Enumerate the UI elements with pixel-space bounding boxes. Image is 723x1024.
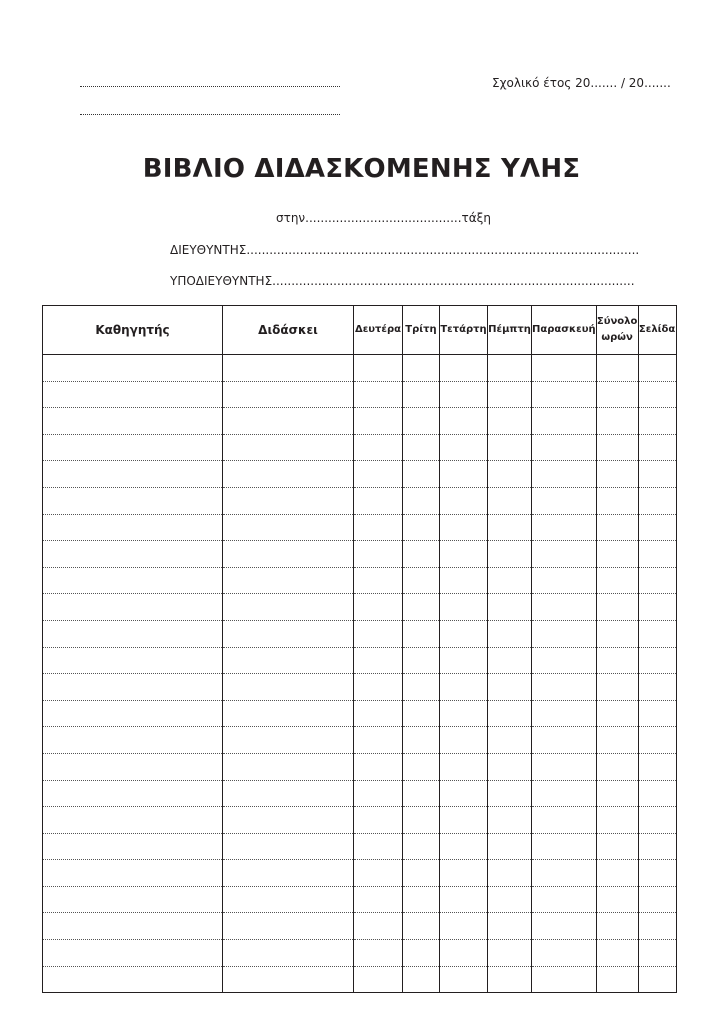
- table-cell: [43, 753, 223, 780]
- table-cell: [403, 966, 440, 993]
- table-cell: [354, 594, 403, 621]
- table-cell: [440, 674, 488, 701]
- table-cell: [532, 355, 597, 382]
- table-cell: [532, 700, 597, 727]
- class-field: στην.........................................τάξη: [276, 211, 491, 225]
- table-cell: [488, 541, 532, 568]
- table-cell: [440, 620, 488, 647]
- table-cell: [532, 674, 597, 701]
- table-row: [43, 408, 677, 435]
- table-cell: [596, 594, 638, 621]
- table-cell: [354, 860, 403, 887]
- table-row: [43, 514, 677, 541]
- table-cell: [638, 355, 676, 382]
- table-cell: [223, 966, 354, 993]
- table-row: [43, 807, 677, 834]
- table-cell: [532, 913, 597, 940]
- table-cell: [532, 487, 597, 514]
- table-cell: [596, 514, 638, 541]
- column-header-teacher: Καθηγητής: [43, 306, 223, 355]
- table-row: [43, 674, 677, 701]
- table-cell: [43, 620, 223, 647]
- table-cell: [596, 886, 638, 913]
- table-cell: [43, 514, 223, 541]
- table-cell: [638, 913, 676, 940]
- table-cell: [488, 647, 532, 674]
- table-cell: [403, 434, 440, 461]
- table-cell: [403, 913, 440, 940]
- table-cell: [532, 567, 597, 594]
- table-cell: [354, 780, 403, 807]
- table-cell: [440, 647, 488, 674]
- table-cell: [638, 940, 676, 967]
- table-cell: [354, 541, 403, 568]
- table-cell: [488, 860, 532, 887]
- table-cell: [596, 620, 638, 647]
- table-cell: [596, 408, 638, 435]
- table-cell: [403, 727, 440, 754]
- column-header-friday: Παρασκευή: [532, 306, 597, 355]
- table-cell: [488, 594, 532, 621]
- table-cell: [403, 487, 440, 514]
- table-cell: [532, 381, 597, 408]
- table-cell: [596, 381, 638, 408]
- subdirector-field: ΥΠΟΔΙΕΥΘΥΝΤΗΣ...............................................................................................: [170, 274, 635, 288]
- table-cell: [532, 833, 597, 860]
- table-cell: [403, 647, 440, 674]
- table-cell: [440, 434, 488, 461]
- table-cell: [43, 541, 223, 568]
- table-cell: [596, 780, 638, 807]
- table-cell: [403, 807, 440, 834]
- table-cell: [532, 966, 597, 993]
- table-cell: [532, 514, 597, 541]
- table-cell: [440, 727, 488, 754]
- table-cell: [403, 833, 440, 860]
- table-cell: [532, 594, 597, 621]
- column-header-teaches: Διδάσκει: [223, 306, 354, 355]
- table-cell: [440, 541, 488, 568]
- table-cell: [596, 700, 638, 727]
- table-cell: [488, 807, 532, 834]
- table-cell: [223, 647, 354, 674]
- table-cell: [596, 567, 638, 594]
- table-cell: [354, 647, 403, 674]
- column-header-thursday: Πέμπτη: [488, 306, 532, 355]
- table-cell: [403, 780, 440, 807]
- column-header-tuesday: Τρίτη: [403, 306, 440, 355]
- table-row: [43, 594, 677, 621]
- table-cell: [532, 780, 597, 807]
- table-cell: [354, 940, 403, 967]
- table-cell: [532, 461, 597, 488]
- table-cell: [596, 913, 638, 940]
- table-cell: [440, 860, 488, 887]
- table-cell: [638, 514, 676, 541]
- table-cell: [403, 753, 440, 780]
- table-cell: [440, 355, 488, 382]
- table-cell: [354, 913, 403, 940]
- table-cell: [532, 940, 597, 967]
- table-cell: [638, 780, 676, 807]
- table-cell: [638, 833, 676, 860]
- table-cell: [488, 886, 532, 913]
- table-cell: [223, 461, 354, 488]
- table-cell: [638, 886, 676, 913]
- table-cell: [638, 620, 676, 647]
- table-row: [43, 727, 677, 754]
- table-cell: [638, 434, 676, 461]
- table-row: [43, 567, 677, 594]
- table-cell: [43, 381, 223, 408]
- table-row: [43, 541, 677, 568]
- table-cell: [596, 807, 638, 834]
- table-row: [43, 700, 677, 727]
- table-cell: [440, 381, 488, 408]
- table-row: [43, 886, 677, 913]
- table-cell: [223, 833, 354, 860]
- table-cell: [403, 940, 440, 967]
- table-cell: [638, 966, 676, 993]
- table-cell: [354, 408, 403, 435]
- table-cell: [532, 541, 597, 568]
- table-row: [43, 355, 677, 382]
- table-cell: [223, 355, 354, 382]
- table-cell: [596, 541, 638, 568]
- table-cell: [43, 807, 223, 834]
- table-cell: [532, 860, 597, 887]
- table-row: [43, 780, 677, 807]
- table-cell: [440, 833, 488, 860]
- table-cell: [403, 355, 440, 382]
- table-cell: [488, 940, 532, 967]
- table-cell: [223, 567, 354, 594]
- table-cell: [596, 860, 638, 887]
- table-cell: [403, 674, 440, 701]
- table-cell: [43, 833, 223, 860]
- table-cell: [403, 514, 440, 541]
- table-cell: [532, 434, 597, 461]
- school-year: Σχολικό έτος 20....... / 20.......: [492, 76, 671, 90]
- table-row: [43, 753, 677, 780]
- table-row: [43, 860, 677, 887]
- table-cell: [488, 620, 532, 647]
- table-cell: [440, 408, 488, 435]
- table-cell: [638, 461, 676, 488]
- table-cell: [223, 700, 354, 727]
- table-cell: [223, 807, 354, 834]
- table-row: [43, 487, 677, 514]
- table-cell: [596, 434, 638, 461]
- table-cell: [596, 355, 638, 382]
- table-row: [43, 620, 677, 647]
- table-cell: [638, 700, 676, 727]
- table-cell: [638, 594, 676, 621]
- table-row: [43, 913, 677, 940]
- table-cell: [488, 753, 532, 780]
- signature-line-2: [80, 114, 340, 115]
- table-cell: [43, 913, 223, 940]
- table-cell: [354, 620, 403, 647]
- teaching-record-table: [42, 305, 677, 993]
- table-cell: [488, 461, 532, 488]
- table-cell: [596, 647, 638, 674]
- page-title: ΒΙΒΛΙΟ ΔΙΔΑΣΚΟΜΕΝΗΣ ΥΛΗΣ: [142, 154, 581, 184]
- table-cell: [440, 753, 488, 780]
- table-cell: [223, 408, 354, 435]
- table-cell: [596, 833, 638, 860]
- table-cell: [43, 727, 223, 754]
- table-cell: [488, 700, 532, 727]
- table-cell: [43, 780, 223, 807]
- table-cell: [354, 674, 403, 701]
- table-cell: [403, 461, 440, 488]
- table-cell: [223, 514, 354, 541]
- table-cell: [488, 487, 532, 514]
- table-cell: [223, 620, 354, 647]
- table-cell: [403, 700, 440, 727]
- table-cell: [43, 594, 223, 621]
- table-cell: [354, 807, 403, 834]
- table-cell: [403, 541, 440, 568]
- table-cell: [354, 487, 403, 514]
- table-cell: [354, 434, 403, 461]
- table-cell: [488, 833, 532, 860]
- table-row: [43, 434, 677, 461]
- table-cell: [440, 940, 488, 967]
- table-row: [43, 833, 677, 860]
- table-cell: [440, 700, 488, 727]
- table-cell: [638, 807, 676, 834]
- table-cell: [638, 727, 676, 754]
- table-row: [43, 966, 677, 993]
- table-cell: [403, 620, 440, 647]
- table-row: [43, 461, 677, 488]
- table-cell: [488, 913, 532, 940]
- table-cell: [223, 434, 354, 461]
- table-cell: [488, 966, 532, 993]
- table-cell: [223, 886, 354, 913]
- table-cell: [488, 727, 532, 754]
- column-header-total-hours: Σύνολο ωρών: [596, 306, 638, 355]
- table-cell: [403, 567, 440, 594]
- signature-line-1: [80, 86, 340, 87]
- director-field: ΔΙΕΥΘΥΝΤΗΣ.......................................................................................................: [170, 243, 640, 257]
- table-cell: [354, 886, 403, 913]
- table-cell: [223, 940, 354, 967]
- table-cell: [43, 966, 223, 993]
- table-cell: [354, 700, 403, 727]
- table-cell: [596, 461, 638, 488]
- table-cell: [596, 940, 638, 967]
- table-cell: [440, 913, 488, 940]
- table-header-row: [43, 306, 677, 355]
- table-cell: [532, 886, 597, 913]
- table-cell: [43, 434, 223, 461]
- table-cell: [638, 753, 676, 780]
- table-cell: [440, 594, 488, 621]
- table-cell: [488, 355, 532, 382]
- table-cell: [223, 727, 354, 754]
- table-cell: [43, 355, 223, 382]
- table-cell: [223, 541, 354, 568]
- table-cell: [638, 674, 676, 701]
- table-row: [43, 381, 677, 408]
- table-cell: [488, 381, 532, 408]
- table-cell: [43, 886, 223, 913]
- table-cell: [596, 727, 638, 754]
- table-cell: [43, 647, 223, 674]
- table-cell: [596, 487, 638, 514]
- table-cell: [532, 753, 597, 780]
- table-cell: [354, 966, 403, 993]
- table-cell: [440, 514, 488, 541]
- table-cell: [488, 674, 532, 701]
- table-cell: [638, 860, 676, 887]
- table-row: [43, 647, 677, 674]
- table-cell: [43, 487, 223, 514]
- table-body: [43, 355, 677, 993]
- table-cell: [43, 860, 223, 887]
- table-cell: [403, 860, 440, 887]
- table-cell: [638, 408, 676, 435]
- table-cell: [488, 780, 532, 807]
- table-cell: [488, 514, 532, 541]
- table-row: [43, 940, 677, 967]
- table-cell: [223, 594, 354, 621]
- table-cell: [638, 567, 676, 594]
- table-cell: [596, 674, 638, 701]
- table-cell: [596, 966, 638, 993]
- table-cell: [223, 674, 354, 701]
- table-cell: [532, 807, 597, 834]
- table-cell: [354, 381, 403, 408]
- table-cell: [354, 727, 403, 754]
- table-cell: [43, 940, 223, 967]
- column-header-monday: Δευτέρα: [354, 306, 403, 355]
- table-cell: [223, 753, 354, 780]
- table-cell: [440, 807, 488, 834]
- table-cell: [440, 461, 488, 488]
- table-cell: [354, 355, 403, 382]
- table-cell: [43, 408, 223, 435]
- table-cell: [638, 647, 676, 674]
- table-cell: [43, 567, 223, 594]
- table-cell: [43, 461, 223, 488]
- table-cell: [596, 753, 638, 780]
- table-cell: [440, 487, 488, 514]
- column-header-wednesday: Τετάρτη: [440, 306, 488, 355]
- table-cell: [354, 567, 403, 594]
- table-cell: [43, 700, 223, 727]
- table-cell: [354, 753, 403, 780]
- table-cell: [440, 567, 488, 594]
- table-cell: [488, 408, 532, 435]
- table-cell: [403, 886, 440, 913]
- table-cell: [354, 833, 403, 860]
- table-cell: [488, 567, 532, 594]
- table-cell: [532, 647, 597, 674]
- table-cell: [532, 620, 597, 647]
- table-cell: [223, 381, 354, 408]
- table-cell: [223, 487, 354, 514]
- table-cell: [354, 514, 403, 541]
- table-cell: [532, 727, 597, 754]
- table-cell: [532, 408, 597, 435]
- table-cell: [488, 434, 532, 461]
- table-cell: [638, 381, 676, 408]
- table-cell: [403, 381, 440, 408]
- table-cell: [403, 594, 440, 621]
- table-cell: [440, 966, 488, 993]
- table-cell: [354, 461, 403, 488]
- table-cell: [440, 886, 488, 913]
- table-cell: [223, 860, 354, 887]
- column-header-page: Σελίδα: [638, 306, 676, 355]
- table-cell: [43, 674, 223, 701]
- table-cell: [403, 408, 440, 435]
- table-cell: [638, 487, 676, 514]
- table-cell: [440, 780, 488, 807]
- table-cell: [638, 541, 676, 568]
- table-cell: [223, 913, 354, 940]
- table-cell: [223, 780, 354, 807]
